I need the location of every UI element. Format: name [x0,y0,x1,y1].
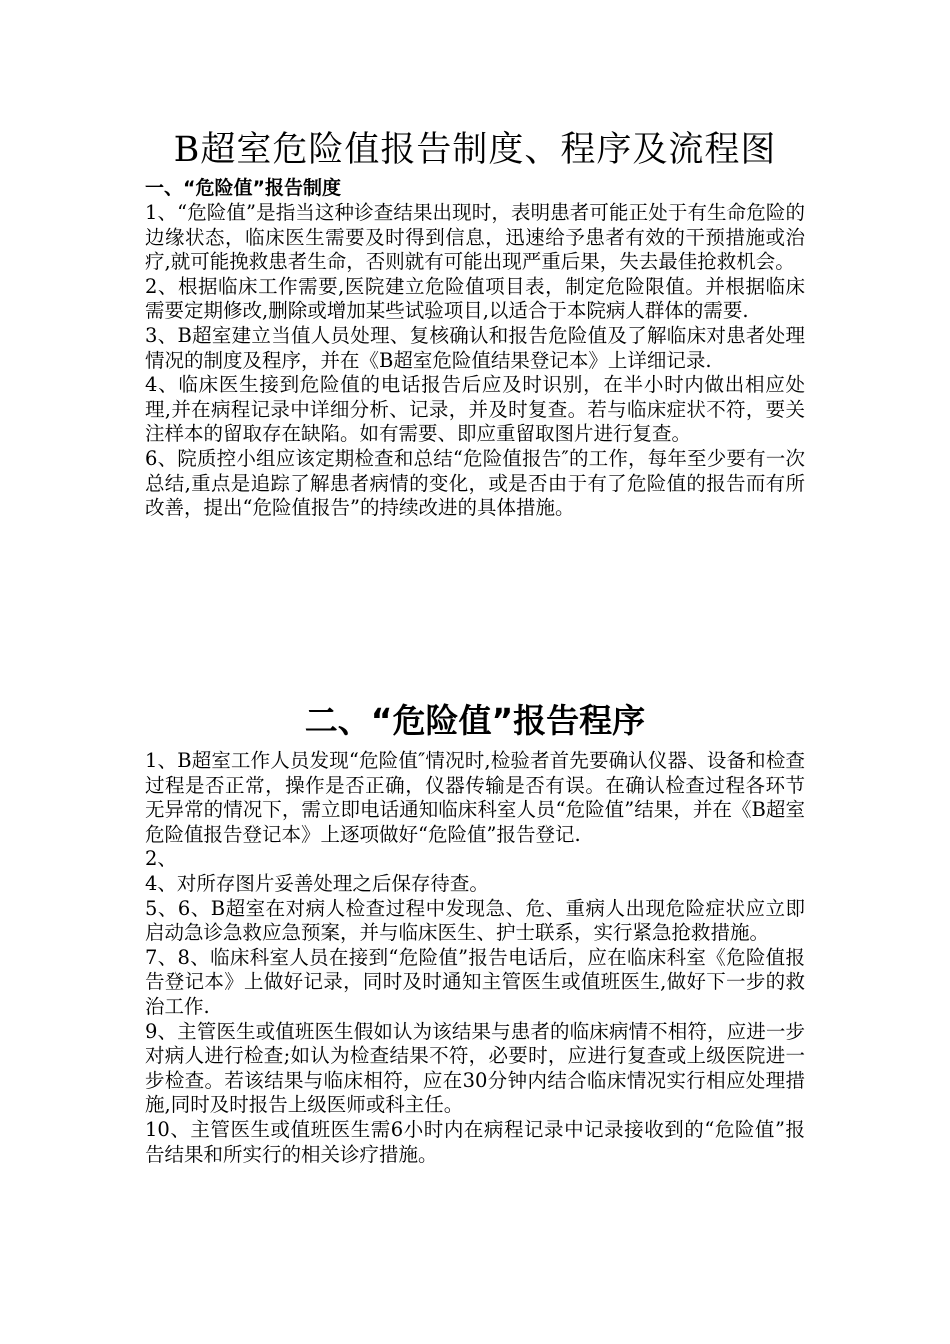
document-title: B超室危险值报告制度、程序及流程图 [173,130,777,170]
paragraph: 4、临床医生接到危险值的电话报告后应及时识别，在半小时内做出相应处理,并在病程记录中详细分析、记录，并及时复查。若与临床症状不符，要关注样本的留取存在缺陷。如有需要、即应重留取图片进行复查。 [145,373,805,446]
section-heading-policy: 一、“危险值”报告制度 [145,177,341,199]
paragraph: 7、8、临床科室人员在接到“危险值”报告电话后，应在临床科室《危险值报告登记本》上做好记录，同时及时通知主管医生或值班医生,做好下一步的救治工作. [145,945,805,1018]
paragraph: 6、院质控小组应该定期检查和总结“危险值报告″的工作，每年至少要有一次总结,重点是追踪了解患者病情的变化，或是否由于有了危险值的报告而有所改善，提出“危险值报告”的持续改进的具体措施。 [145,446,805,520]
paragraph: 3、B超室建立当值人员处理、复核确认和报告危险值及了解临床对患者处理情况的制度及程序，并在《B超室危险值结果登记本》上详细记录. [145,323,805,372]
paragraph: 4、对所存图片妥善处理之后保存待查。 [145,871,489,895]
paragraph: 1、B超室工作人员发现“危险值″情况时,检验者首先要确认仪器、设备和检查过程是否正常，操作是否正确，仪器传输是否有误。在确认检查过程各环节无异常的情况下，需立即电话通知临床科室人员“危险值”结果，并在《B超室危险值报告登记本》上逐项做好“危险值”报告登记. [145,749,805,846]
paragraph: 2、根据临床工作需要,医院建立危险值项目表，制定危险限值。并根据临床需要定期修改,删除或增加某些试验项目,以适合于本院病人群体的需要. [145,274,805,323]
paragraph: 2、 [145,847,177,871]
paragraph: 10、主管医生或值班医生需6小时内在病程记录中记录接收到的“危险值”报告结果和所实行的相关诊疗措施。 [145,1117,805,1166]
section-body-procedure [145,749,805,1167]
section-body-policy [145,201,805,521]
paragraph: 9、主管医生或值班医生假如认为该结果与患者的临床病情不相符，应进一步对病人进行检查;如认为检查结果不符，必要时，应进行复查或上级医院进一步检查。若该结果与临床相符，应在30分钟内结合临床情况实行相应处理措施,同时及时报告上级医师或科主任。 [145,1019,805,1117]
section-heading-procedure: 二、“危险值”报告程序 [304,701,646,740]
paragraph: 1、“危险值”是指当这种诊查结果出现时，表明患者可能正处于有生命危险的边缘状态，临床医生需要及时得到信息，迅速给予患者有效的干预措施或治疗,就可能挽救患者生命，否则就有可能出现严重后果，失去最佳抢救机会。 [145,201,805,274]
paragraph: 5、6、B超室在对病人检查过程中发现急、危、重病人出现危险症状应立即启动急诊急救应急预案，并与临床医生、护士联系，实行紧急抢救措施。 [145,896,805,945]
